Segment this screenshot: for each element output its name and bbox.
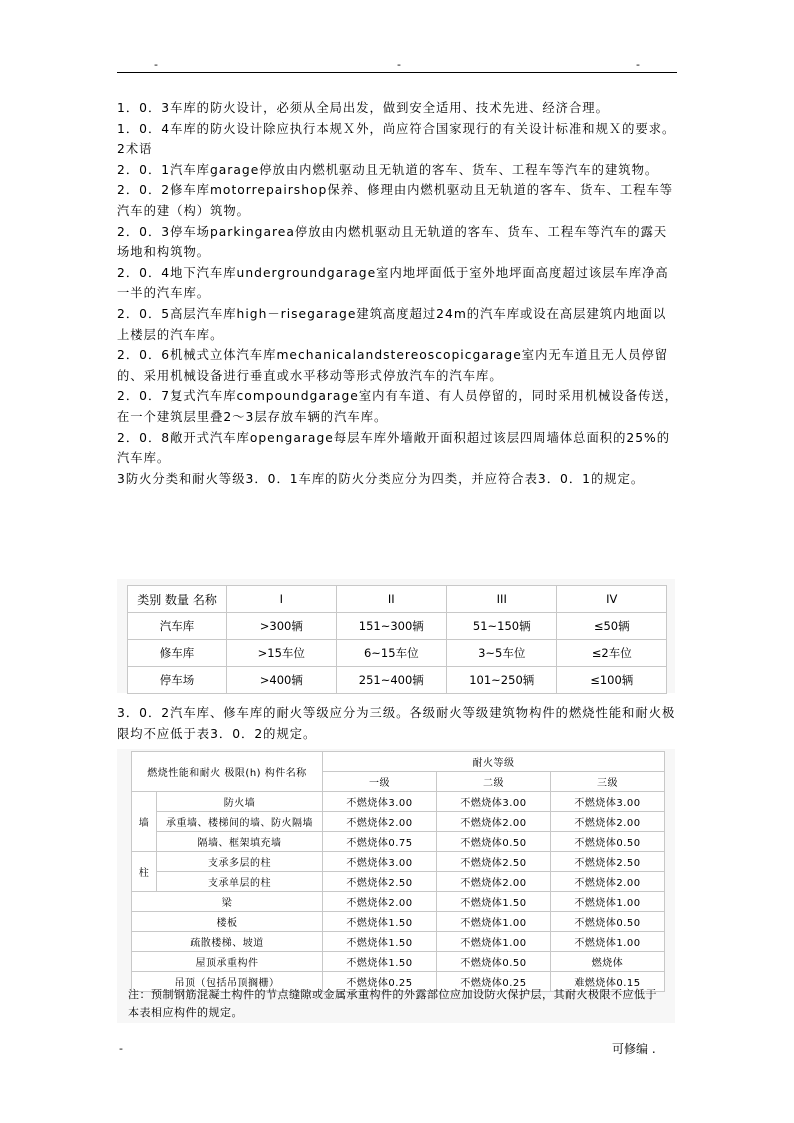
header-right-mark: - (636, 58, 640, 71)
table-cell: 不燃烧体2.00 (437, 812, 551, 832)
table-cell: 不燃烧体2.50 (551, 852, 665, 872)
table-cell: 6~15车位 (336, 640, 446, 667)
table-row-label: 梁 (132, 892, 323, 912)
table-corner-header: 燃烧性能和耐火 极限(h) 构件名称 (132, 752, 323, 792)
table-group-label-column: 柱 (132, 852, 157, 892)
table-cell: 不燃烧体1.00 (437, 932, 551, 952)
footer-left-mark: - (119, 1042, 123, 1055)
table-cell: 101~250辆 (447, 667, 557, 694)
table-row-label: 修车库 (128, 640, 227, 667)
table-group-label-wall: 墙 (132, 792, 157, 852)
table-row (132, 952, 665, 972)
table-row-label: 屋顶承重构件 (132, 952, 323, 972)
table-cell: 不燃烧体0.50 (551, 912, 665, 932)
paragraph-1-0-3: 1．0．3车库的防火设计，必须从全局出发，做到安全适用、技术先进、经济合理。 (117, 101, 609, 115)
table-cell: 不燃烧体2.50 (437, 852, 551, 872)
paragraph-2-0-8: 2．0．8敞开式汽车库opengarage每层车库外墙敞开面积超过该层四周墙体总面积的25%的汽车库。 (117, 430, 670, 466)
table-cell: 不燃烧体1.00 (551, 932, 665, 952)
table-row-label: 承重墙、楼梯间的墙、防火隔墙 (157, 812, 323, 832)
table-cell: 251~400辆 (336, 667, 446, 694)
table-cell: 不燃烧体0.25 (437, 972, 551, 992)
header-left-mark: - (154, 58, 158, 71)
table-row (132, 832, 665, 852)
table-group-header: 耐火等级 (323, 752, 665, 772)
table-cell: 151~300辆 (336, 613, 446, 640)
table-row-label: 支承多层的柱 (157, 852, 323, 872)
table-row-label: 停车场 (128, 667, 227, 694)
table-row (132, 932, 665, 952)
table-cell: 不燃烧体3.00 (551, 792, 665, 812)
table-cell: ≤50辆 (557, 613, 667, 640)
table-cell: 不燃烧体0.50 (551, 832, 665, 852)
table-column-header: 二级 (437, 772, 551, 792)
table-cell: 不燃烧体2.00 (323, 812, 437, 832)
footer-editable-label: 可修编 . (612, 1042, 656, 1056)
table-cell: 不燃烧体2.00 (323, 892, 437, 912)
table-cell: 不燃烧体1.00 (437, 912, 551, 932)
table-3-0-2-frame (117, 749, 675, 1023)
table-row (128, 667, 667, 694)
paragraph-2-0-5: 2．0．5高层汽车库high－risegarage建筑高度超过24m的汽车库或设在高层建筑内地面以上楼层的汽车库。 (117, 306, 667, 342)
table-column-header: 一级 (323, 772, 437, 792)
section-heading-terms: 2术语 (117, 142, 153, 157)
paragraph-2-0-6: 2．0．6机械式立体汽车库mechanicalandstereoscopicgarage室内无车道且无人员停留的、采用机械设备进行垂直或水平移动等形式停放汽车的汽车库。 (117, 348, 669, 383)
table-corner-header: 类别 数量 名称 (128, 586, 227, 613)
paragraph-3-0-2-block (117, 703, 679, 745)
table-cell: 不燃烧体2.00 (551, 812, 665, 832)
table-3-0-1-frame (117, 579, 675, 693)
table-row-label: 吊顶（包括吊顶搁栅） (132, 972, 323, 992)
table-row (132, 792, 665, 812)
table-cell: 不燃烧体2.00 (437, 872, 551, 892)
table-row-label: 防火墙 (157, 792, 323, 812)
table-row (132, 892, 665, 912)
table-row-label: 汽车库 (128, 613, 227, 640)
table-cell: 不燃烧体1.50 (437, 892, 551, 912)
table-cell: ≤2车位 (557, 640, 667, 667)
table-cell: >300辆 (227, 613, 336, 640)
table-cell: ≤100辆 (557, 667, 667, 694)
table-column-header: 三级 (551, 772, 665, 792)
table-cell: 不燃烧体1.50 (323, 932, 437, 952)
table-cell: 不燃烧体1.50 (323, 912, 437, 932)
paragraph-2-0-7: 2．0．7复式汽车库compoundgarage室内有车道、有人员停留的，同时采用机械设备传送，在一个建筑层里叠2～3层存放车辆的汽车库。 (117, 389, 678, 424)
table-row-label: 支承单层的柱 (157, 872, 323, 892)
table-column-header: IV (557, 586, 667, 613)
table-cell: >400辆 (227, 667, 336, 694)
table-cell: 不燃烧体3.00 (437, 792, 551, 812)
table-cell: >15车位 (227, 640, 336, 667)
table-cell: 不燃烧体2.00 (551, 872, 665, 892)
table-row (132, 852, 665, 872)
paragraph-2-0-2: 2．0．2修车库motorrepairshop保养、修理由内燃机驱动且无轨道的客车、货车、工程车等汽车的建（构）筑物。 (117, 183, 674, 218)
table-row (128, 586, 667, 613)
table-row (128, 613, 667, 640)
table-cell: 难燃烧体0.15 (551, 972, 665, 992)
table-row-label: 疏散楼梯、坡道 (132, 932, 323, 952)
paragraph-2-0-3: 2．0．3停车场parkingarea停放由内燃机驱动且无轨道的客车、货车、工程车等汽车的露天场地和构筑物。 (117, 224, 668, 260)
paragraph-2-0-1: 2．0．1汽车库garage停放由内燃机驱动且无轨道的客车、货车、工程车等汽车的建筑物。 (117, 162, 659, 177)
header-center-mark: - (397, 58, 401, 71)
paragraph-3-0-1: 3防火分类和耐火等级3．0．1车库的防火分类应分为四类，并应符合表3．0．1的规定。 (117, 471, 645, 486)
table-cell: 不燃烧体0.25 (323, 972, 437, 992)
table-row (128, 640, 667, 667)
table-cell: 51~150辆 (447, 613, 557, 640)
table-cell: 3~5车位 (447, 640, 557, 667)
table-note: 注：预制钢筋混凝土构件的节点缝隙或金属承重构件的外露部位应加设防火保护层，其耐火极限不应低于本表相应构件的规定。 (128, 988, 657, 1019)
table-row (132, 872, 665, 892)
paragraph-2-0-4: 2．0．4地下汽车库undergroundgarage室内地坪面低于室外地坪面高度超过该层车库净高一半的汽车库。 (117, 265, 669, 301)
table-row (132, 912, 665, 932)
table-column-header: III (447, 586, 557, 613)
table-row-label: 隔墙、框架填充墙 (157, 832, 323, 852)
table-cell: 不燃烧体3.00 (323, 852, 437, 872)
table-cell: 不燃烧体1.50 (323, 952, 437, 972)
table-row (132, 752, 665, 772)
table-cell: 不燃烧体0.50 (437, 952, 551, 972)
table-row (132, 812, 665, 832)
table-column-header: I (227, 586, 336, 613)
table-cell: 不燃烧体0.75 (323, 832, 437, 852)
table-cell: 燃烧体 (551, 952, 665, 972)
body-text (117, 98, 679, 489)
table-cell: 不燃烧体2.50 (323, 872, 437, 892)
table-3-0-1 (127, 585, 667, 694)
table-3-0-2 (131, 751, 665, 992)
header-rule (117, 72, 677, 73)
paragraph-1-0-4: 1．0．4车库的防火设计除应执行本规Ｘ外，尚应符合国家现行的有关设计标准和规Ｘ的要求。 (117, 121, 676, 136)
table-cell: 不燃烧体0.50 (437, 832, 551, 852)
table-column-header: II (336, 586, 446, 613)
paragraph-3-0-2: 3．0．2汽车库、修车库的耐火等级应分为三级。各级耐火等级建筑物构件的燃烧性能和耐火极限均不应低于表3．0．2的规定。 (117, 706, 676, 741)
table-cell: 不燃烧体1.00 (551, 892, 665, 912)
table-row-label: 楼板 (132, 912, 323, 932)
table-cell: 不燃烧体3.00 (323, 792, 437, 812)
